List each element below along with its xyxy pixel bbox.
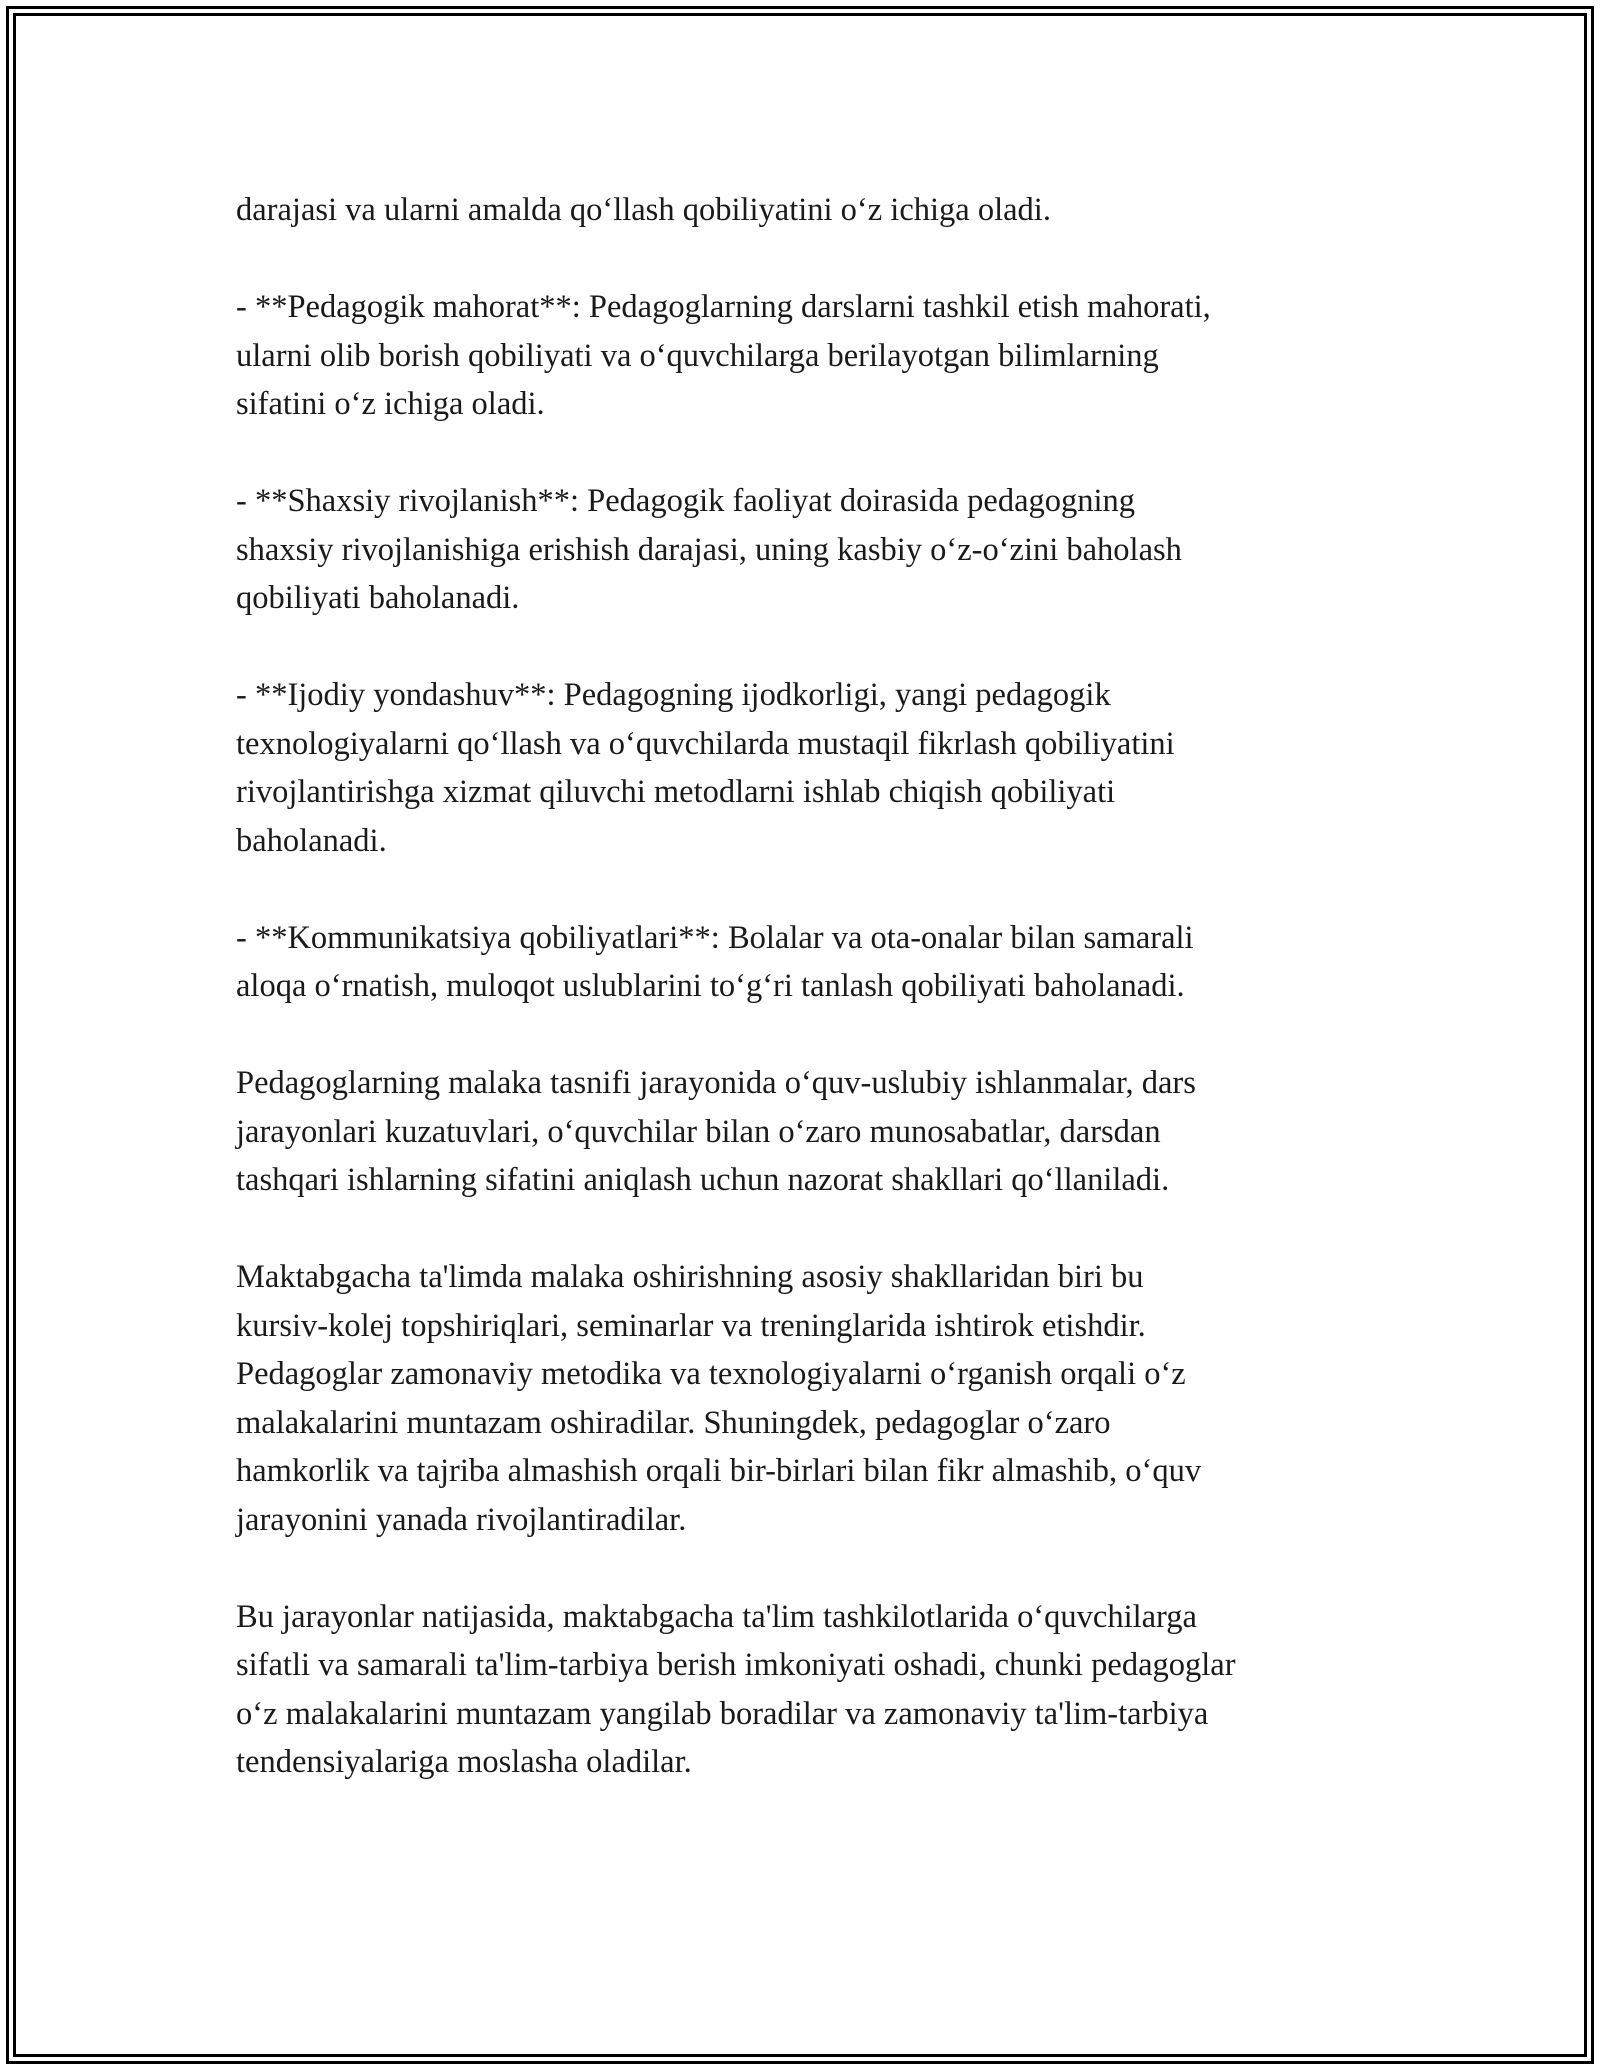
paragraph-ijodiy-yondashuv: - **Ijodiy yondashuv**: Pedagogning ijodkorligi, yangi pedagogik texnologiyalarni qo‘llash va o‘quvchilarda mustaqil fikrlash qobiliyatini rivojlantirishga xizmat qiluvchi metodlarni ishlab chiqish qobiliyati baholanadi. (236, 677, 1175, 859)
paragraph-malaka-tasnifi: Pedagoglarning malaka tasnifi jarayonida o‘quv-uslubiy ishlanmalar, dars jarayonlari kuzatuvlari, o‘quvchilar bilan o‘zaro munosabatlar, darsdan tashqari ishlarning sifatini aniqlash uchun nazorat shakllari qo‘llaniladi. (236, 1065, 1196, 1198)
paragraph-natija: Bu jarayonlar natijasida, maktabgacha ta'lim tashkilotlarida o‘quvchilarga sifatli va samarali ta'lim-tarbiya berish imkoniyati oshadi, chunki pedagoglar o‘z malakalarini muntazam yangilab boradilar va zamonaviy ta'lim-tarbiya tendensiyalariga moslasha oladilar. (236, 1598, 1236, 1780)
paragraph-kommunikatsiya: - **Kommunikatsiya qobiliyatlari**: Bolalar va ota-onalar bilan samarali aloqa o‘rnatish, muloqot uslublarini to‘g‘ri tanlash qobiliyati baholanadi. (236, 919, 1194, 1004)
paragraph-shaxsiy-rivojlanish: - **Shaxsiy rivojlanish**: Pedagogik faoliyat doirasida pedagogning shaxsiy rivojlanishiga erishish darajasi, uning kasbiy o‘z-o‘zini baholash qobiliyati baholanadi. (236, 483, 1182, 616)
paragraph-malaka-oshirish: Maktabgacha ta'limda malaka oshirishning asosiy shakllaridan biri bu kursiv-kolej topshiriqlari, seminarlar va treninglarida ishtirok etishdir. Pedagoglar zamonaviy metodika va texnologiyalarni o‘rganish orqali o‘z malakalarini muntazam oshiradilar. Shuningdek, pedagoglar o‘zaro hamkorlik va tajriba almashish orqali bir-birlari bilan fikr almashib, o‘quv jarayonini yanada rivojlantiradilar. (236, 1259, 1202, 1538)
paragraph-continuation: darajasi va ularni amalda qo‘llash qobiliyatini o‘z ichiga oladi. (236, 192, 1051, 228)
paragraph-pedagogik-mahorat: - **Pedagogik mahorat**: Pedagoglarning darslarni tashkil etish mahorati, ularni olib borish qobiliyati va o‘quvchilarga berilayotgan bilimlarning sifatini o‘z ichiga oladi. (236, 289, 1211, 422)
document-body (236, 186, 1396, 1787)
